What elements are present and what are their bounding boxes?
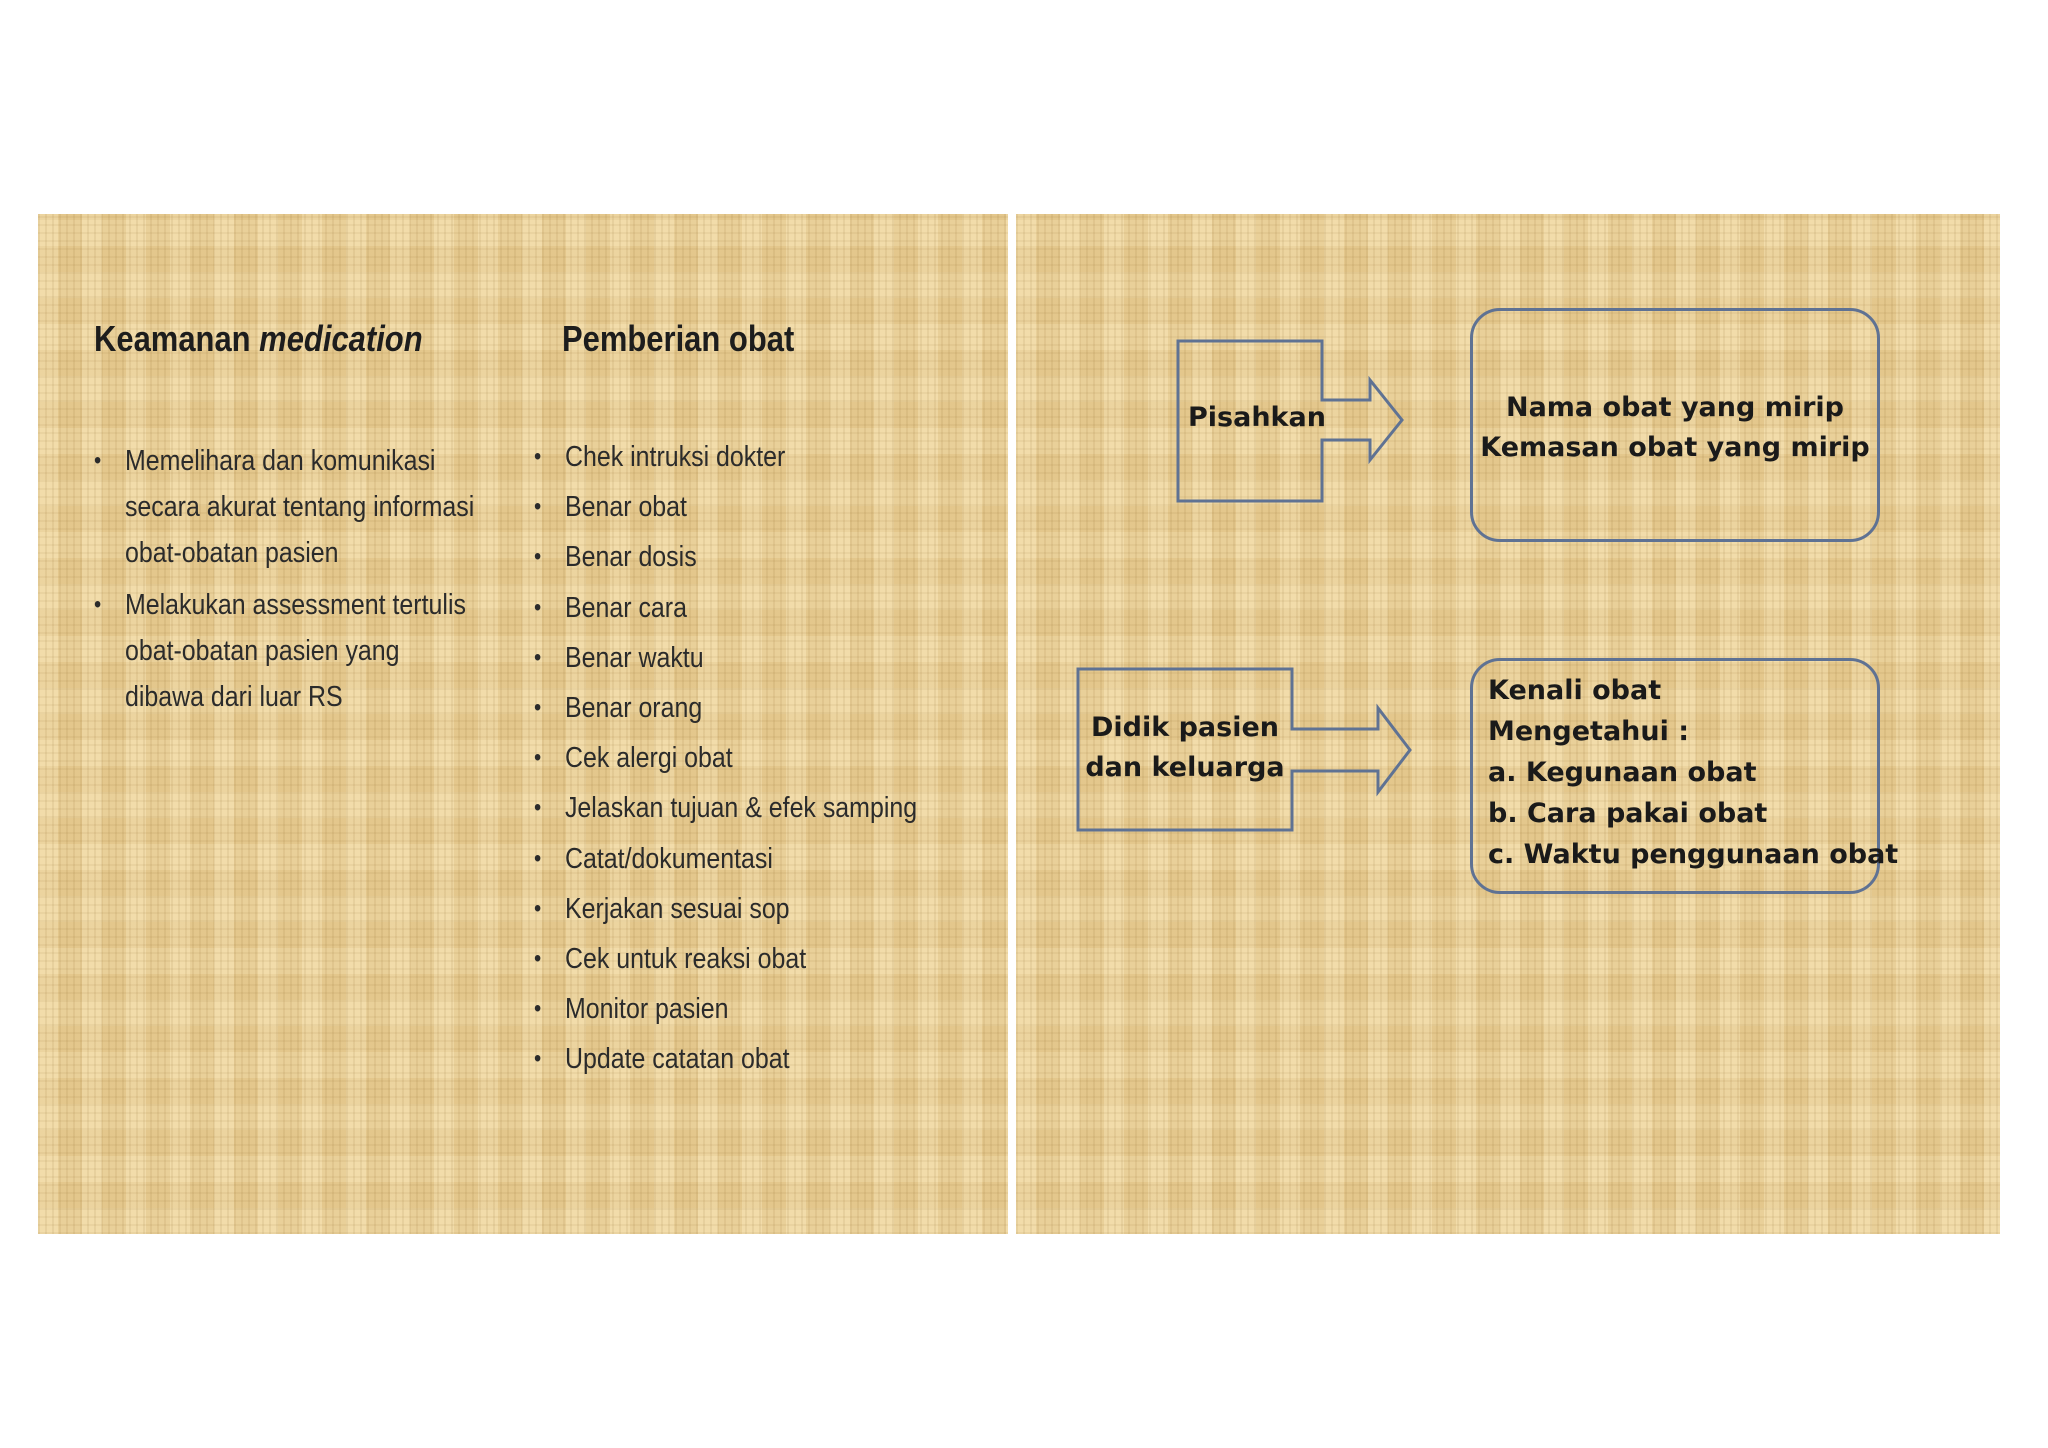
pemberian-bullet-list bbox=[534, 432, 979, 1085]
list-item: • Kerjakan sesuai sop bbox=[534, 884, 917, 934]
kegunaan-line: a. Kegunaan obat bbox=[1488, 757, 1757, 788]
list-item: • Update catatan obat bbox=[534, 1034, 917, 1084]
list-item: • Monitor pasien bbox=[534, 984, 917, 1034]
list-item: • Chek intruksi dokter bbox=[534, 432, 917, 482]
list-item: • Melakukan assessment tertulis obat-obatan pasien yang dibawa dari luar RS bbox=[94, 582, 478, 720]
heading-keamanan-text: Keamanan bbox=[94, 318, 260, 359]
kenali-obat-line: Kenali obat bbox=[1488, 675, 1662, 706]
heading-pemberian-obat: Pemberian obat bbox=[562, 318, 795, 359]
waktu-line: c. Waktu penggunaan obat bbox=[1488, 839, 1899, 870]
pisahkan-label: Pisahkan bbox=[1188, 402, 1326, 433]
left-slide bbox=[38, 214, 1008, 1234]
didik-line-1: Didik pasien bbox=[1090, 712, 1279, 743]
list-item: • Benar dosis bbox=[534, 532, 917, 582]
similar-drugs-text bbox=[1470, 388, 1880, 468]
education-text bbox=[1488, 670, 1898, 875]
heading-medication-text: medication bbox=[259, 318, 423, 359]
heading-keamanan-medication bbox=[94, 318, 423, 360]
didik-line-2: dan keluarga bbox=[1085, 752, 1285, 783]
list-item: • Catat/dokumentasi bbox=[534, 834, 917, 884]
list-item: • Memelihara dan komunikasi secara akurat tentang informasi obat-obatan pasien bbox=[94, 438, 478, 576]
similar-package-line: Kemasan obat yang mirip bbox=[1480, 432, 1870, 463]
list-item: • Benar waktu bbox=[534, 633, 917, 683]
keamanan-bullet-list bbox=[94, 438, 524, 726]
list-item: • Benar obat bbox=[534, 482, 917, 532]
list-item: • Cek untuk reaksi obat bbox=[534, 934, 917, 984]
list-item: • Benar cara bbox=[534, 583, 917, 633]
list-item: • Cek alergi obat bbox=[534, 733, 917, 783]
list-item: • Jelaskan tujuan & efek samping bbox=[534, 783, 917, 833]
cara-pakai-line: b. Cara pakai obat bbox=[1488, 798, 1768, 829]
didik-label bbox=[1078, 708, 1292, 788]
list-item: • Benar orang bbox=[534, 683, 917, 733]
mengetahui-line: Mengetahui : bbox=[1488, 716, 1690, 747]
right-slide bbox=[1016, 214, 2000, 1234]
similar-name-line: Nama obat yang mirip bbox=[1505, 392, 1845, 423]
